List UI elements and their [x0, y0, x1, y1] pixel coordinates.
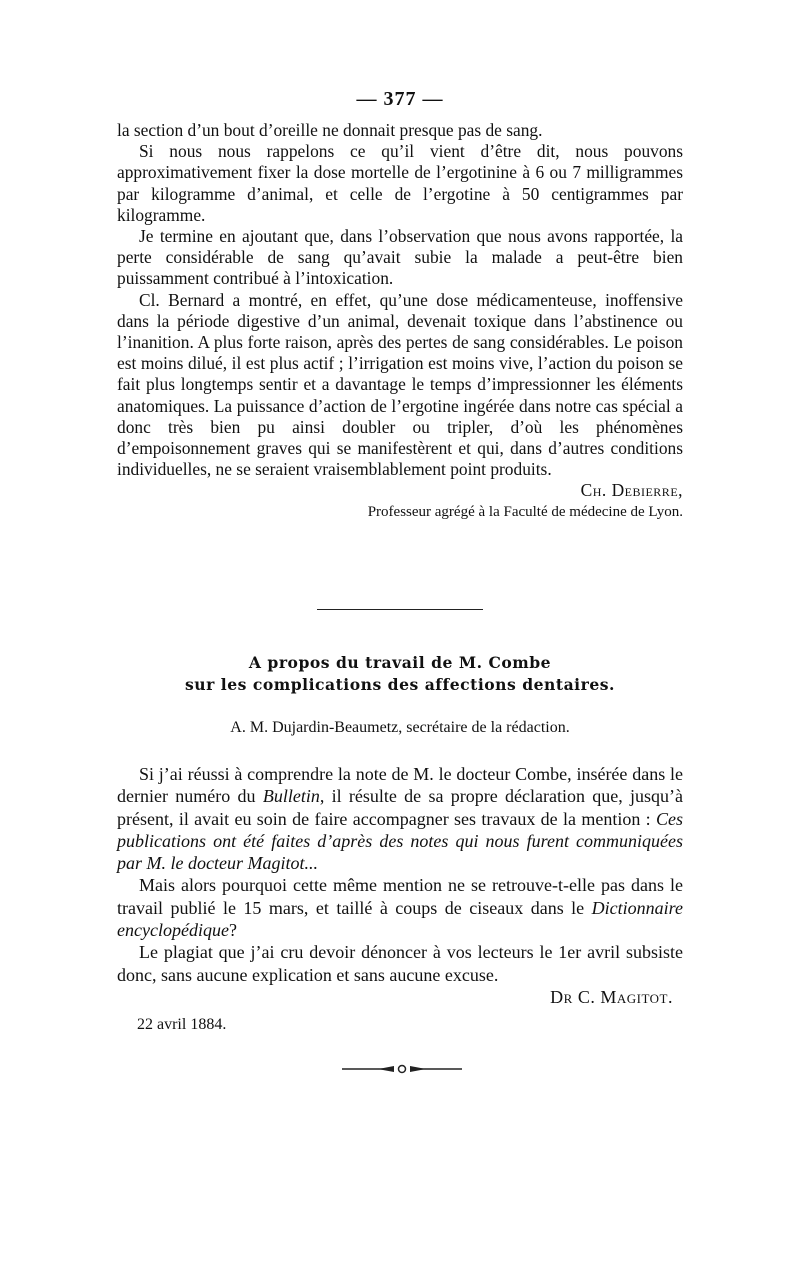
paragraph — [117, 763, 683, 874]
paragraph: Si nous nous rappelons ce qu’il vient d’être dit, nous pouvons approximativement fixer la dose mortelle de l’ergotinine à 6 ou 7 milligrammes par kilogramme d’animal, et celle de l’ergotine à 50 centigrammes par kilogramme. — [117, 141, 683, 225]
title-line: sur les complications des affections dentaires. — [185, 675, 615, 694]
section-divider — [317, 609, 483, 610]
page-number: — 377 — — [356, 88, 444, 110]
paragraph: Le plagiat que j’ai cru devoir dénoncer à vos lecteurs le 1er avril subsiste donc, sans aucune explication et sans aucune excuse. — [117, 942, 683, 985]
paragraph — [117, 874, 683, 941]
text-span: ? — [228, 920, 237, 941]
title-line: A propos du travail de M. Combe — [248, 653, 552, 672]
quotation: Ces publications ont été faites d’après des notes qui nous furent communiquées par M. le docteur Magitot... — [117, 808, 683, 874]
paragraph: la section d’un bout d’oreille ne donnait presque pas de sang. — [117, 120, 543, 140]
letter-addressee: A. M. Dujardin-Beaumetz, secrétaire de la rédaction. — [230, 719, 570, 736]
letter-body — [117, 763, 683, 1008]
journal-name: Bulletin — [262, 786, 320, 807]
text-span: Si j’ai réussi à comprendre la note de M. le docteur Combe, insérée dans le dernier numéro du — [117, 764, 683, 807]
article-continuation — [117, 120, 683, 523]
letter-title — [117, 652, 683, 696]
letter-date: 22 avril 1884. — [137, 1016, 227, 1033]
text-span: , il résulte de sa propre déclaration que, jusqu’à présent, il avait eu soin de faire accompagner ses travaux de la mention : — [117, 786, 684, 829]
author-affiliation: Professeur agrégé à la Faculté de médecine de Lyon. — [367, 503, 683, 520]
author-signature: Ch. Debierre, — [580, 480, 683, 501]
paragraph: Cl. Bernard a montré, en effet, qu’une dose médicamenteuse, inoffensive dans la période digestive d’un animal, devenait toxique dans l’abstinence ou l’inanition. A plus forte raison, après des pertes de sang considérables. Le poison est moins dilué, il est plus actif ; l’irrigation est moins vive, l’action du poison se fait plus longtemps sentir et a davantage le temps d’impressionner les éléments anatomiques. La puissance d’action de l’ergotine ingérée dans notre cas spécial a donc très bien pu ainsi doubler ou tripler, d’où les phénomènes d’empoisonnement graves qui se manifestèrent et qui, dans d’autres conditions individuelles, ne se seraient vraisemblablement point produits. — [117, 289, 683, 480]
paragraph: Je termine en ajoutant que, dans l’observation que nous avons rapportée, la perte considérable de sang qu’avait subie la malade a peut-être bien puissamment contribué à l’intoxication. — [117, 226, 683, 289]
dictionary-title: Dictionnaire encyclopédique — [117, 897, 683, 941]
end-ornament — [342, 1063, 462, 1075]
text-span: Mais alors pourquoi cette même mention ne se retrouve-t-elle pas dans le travail publié le 15 mars, et taillé à coups de ciseaux dans le — [117, 875, 683, 918]
letter-signature: Dr C. Magitot. — [550, 986, 673, 1007]
